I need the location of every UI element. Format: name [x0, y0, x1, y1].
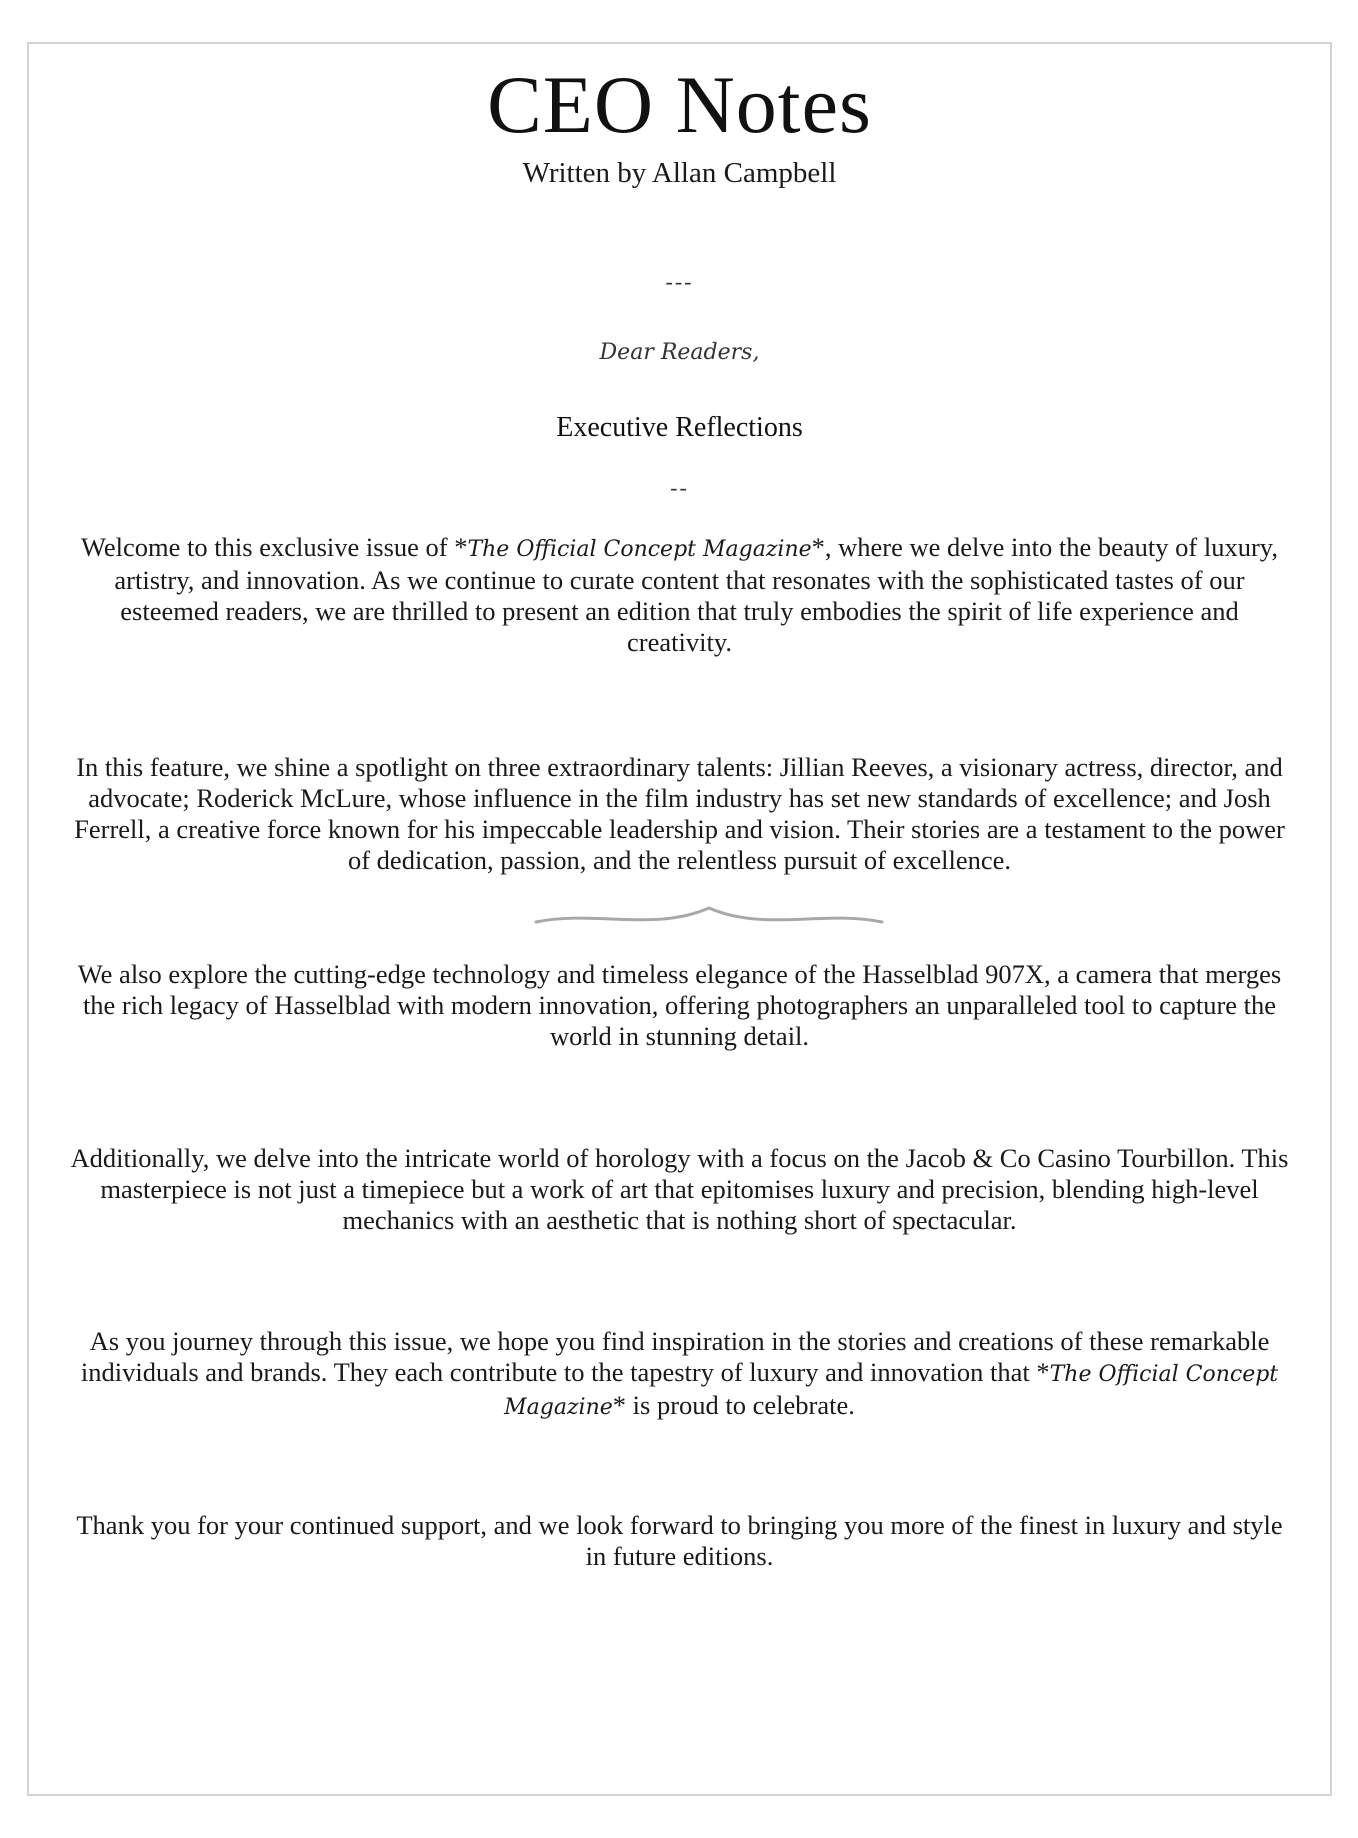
paragraph-journey-end: * is proud to celebrate. [612, 1390, 855, 1420]
page-frame [27, 42, 1332, 1796]
paragraph-welcome [69, 532, 1290, 658]
magazine-name-2: The Official Concept Magazine [504, 1362, 1279, 1420]
paragraph-journey [69, 1326, 1290, 1423]
paragraph-welcome-start: Welcome to this exclusive issue of * [81, 532, 468, 562]
paragraph-horology: Additionally, we delve into the intricate world of horology with a focus on the Jacob & Co Casino Tourbillon. This masterpiece is not just a timepiece but a work of art that epitomises luxury and precision, blending high-level mechanics with an aesthetic that is nothing short of spectacular. [70, 1143, 1289, 1235]
salutation: Dear Readers, [599, 340, 760, 365]
paragraph-welcome-end: *, where we delve into the beauty of luxury, artistry, and innovation. As we continue to curate content that resonates with the sophisticated tastes of our esteemed readers, we are thrilled to present an edition that truly embodies the spirit of life experience and creativity. [114, 532, 1278, 657]
paragraph-thanks: Thank you for your continued support, and we look forward to bringing you more of the finest in luxury and style in future editions. [76, 1510, 1283, 1571]
separator-dashes: --- [665, 269, 694, 294]
flourish-divider-icon [534, 902, 884, 936]
page-title: CEO Notes [487, 59, 872, 150]
magazine-name: The Official Concept Magazine [467, 537, 812, 562]
separator-short: -- [670, 475, 689, 500]
paragraph-talents: In this feature, we shine a spotlight on three extraordinary talents: Jillian Reeves, a visionary actress, director, and advocate; Roderick McLure, whose influence in the film industry has set new standards of excellence; and Josh Ferrell, a creative force known for his impeccable leadership and vision. Their stories are a testament to the power of dedication, passion, and the relentless pursuit of excellence. [74, 752, 1285, 875]
paragraph-journey-start: As you journey through this issue, we hope you find inspiration in the stories and creations of these remarkable individuals and brands. They each contribute to the tapestry of luxury and innovation that * [80, 1326, 1270, 1387]
paragraph-hasselblad: We also explore the cutting-edge technology and timeless elegance of the Hasselblad 907X, a camera that merges the rich legacy of Hasselblad with modern innovation, offering photographers an unparalleled tool to capture the world in stunning detail. [77, 959, 1282, 1051]
section-heading: Executive Reflections [556, 412, 803, 443]
author-byline: Written by Allan Campbell [522, 157, 837, 189]
